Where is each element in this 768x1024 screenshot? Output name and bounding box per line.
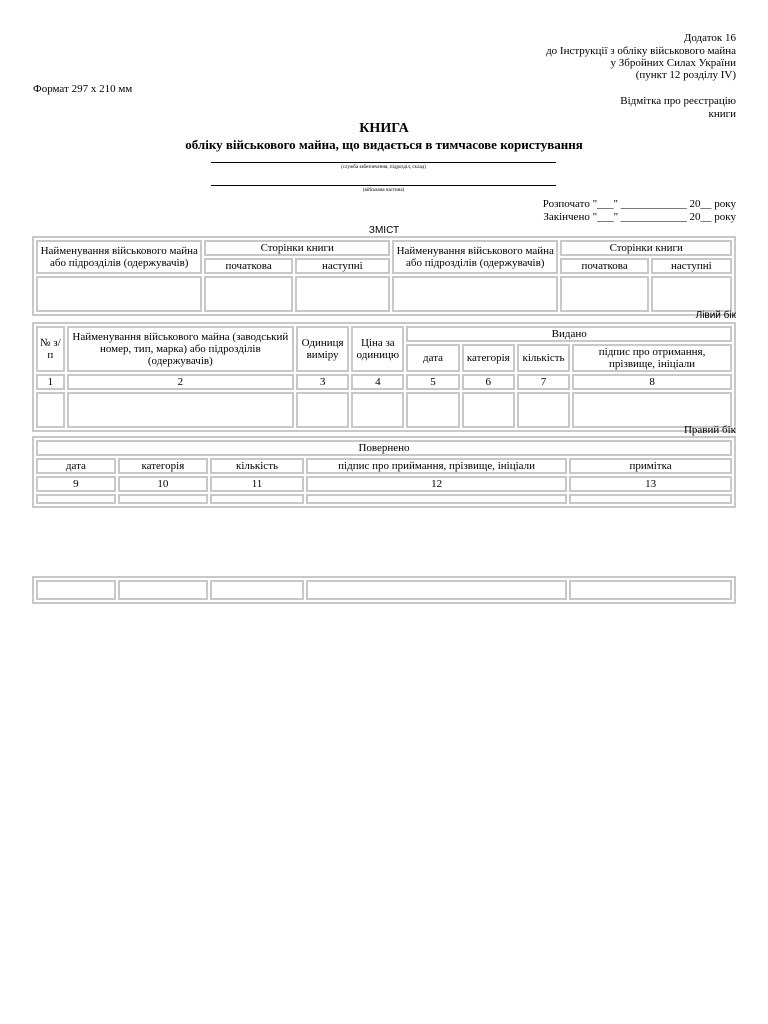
- right-cell[interactable]: [569, 580, 732, 600]
- header-clause: (пункт 12 розділу IV): [635, 69, 736, 81]
- contents-col-initial-2: початкова: [560, 258, 648, 274]
- book-subtitle: обліку військового майна, що видається в тимчасове користування: [185, 137, 583, 152]
- col-number-9: 9: [36, 476, 116, 492]
- unit-caption: (військова частина): [362, 188, 405, 193]
- finished-field: Закінчено "___" ____________ 20__ року: [543, 211, 736, 223]
- service-line: [211, 162, 556, 163]
- col-number-5: 5: [406, 374, 459, 390]
- left-cell[interactable]: [406, 392, 459, 428]
- col-number-8: 8: [572, 374, 732, 390]
- right-cell[interactable]: [118, 494, 208, 504]
- contents-cell[interactable]: [204, 276, 292, 312]
- col-number-1: 1: [36, 374, 65, 390]
- left-cell[interactable]: [462, 392, 515, 428]
- col-return-category: категорія: [118, 458, 208, 474]
- col-price: Ціна за одиницю: [351, 326, 404, 372]
- right-cell[interactable]: [569, 494, 732, 504]
- col-number-7: 7: [517, 374, 570, 390]
- col-unit: Одиниця виміру: [296, 326, 349, 372]
- right-cell[interactable]: [36, 494, 116, 504]
- contents-cell[interactable]: [392, 276, 558, 312]
- header-instruction: до Інструкції з обліку військового майна: [546, 45, 736, 57]
- col-number-3: 3: [296, 374, 349, 390]
- right-cell[interactable]: [118, 580, 208, 600]
- registration-label-2: книги: [708, 108, 736, 120]
- contents-cell[interactable]: [295, 276, 390, 312]
- right-cell[interactable]: [36, 580, 116, 600]
- left-side-table: [32, 322, 736, 432]
- col-number-2: 2: [67, 374, 294, 390]
- contents-table: [32, 236, 736, 316]
- right-cell[interactable]: [306, 494, 567, 504]
- service-caption: (служба забезпечення, підрозділ, склад): [341, 165, 426, 170]
- contents-cell[interactable]: [560, 276, 648, 312]
- contents-col-pages-2: Сторінки книги: [560, 240, 732, 256]
- registration-label: Відмітка про реєстрацію: [620, 95, 736, 107]
- left-cell[interactable]: [517, 392, 570, 428]
- col-number-10: 10: [118, 476, 208, 492]
- contents-cell[interactable]: [651, 276, 732, 312]
- left-cell[interactable]: [67, 392, 294, 428]
- right-side-table: [32, 436, 736, 508]
- right-cell[interactable]: [210, 494, 304, 504]
- col-date: дата: [406, 344, 459, 372]
- started-field: Розпочато "___" ____________ 20__ року: [542, 198, 736, 210]
- col-quantity: кількість: [517, 344, 570, 372]
- contents-col-name-2: Найменування військового майна або підрозділів (одержувачів): [392, 240, 558, 274]
- col-note: примітка: [569, 458, 732, 474]
- contents-col-pages-1: Сторінки книги: [204, 240, 390, 256]
- right-cell[interactable]: [210, 580, 304, 600]
- contents-col-next-1: наступні: [295, 258, 390, 274]
- col-number-4: 4: [351, 374, 404, 390]
- contents-heading: ЗМІСТ: [368, 225, 400, 236]
- col-number-13: 13: [569, 476, 732, 492]
- book-title: КНИГА: [359, 121, 409, 136]
- right-cell[interactable]: [306, 580, 567, 600]
- header-forces: у Збройних Силах України: [610, 57, 736, 69]
- contents-cell[interactable]: [36, 276, 202, 312]
- col-num: № з/п: [36, 326, 65, 372]
- col-issued: Видано: [406, 326, 732, 342]
- right-side-table-continuation: [32, 576, 736, 604]
- left-side-label: Лівий бік: [695, 310, 736, 321]
- format-label: Формат 297 х 210 мм: [33, 83, 133, 95]
- left-cell[interactable]: [351, 392, 404, 428]
- left-cell[interactable]: [572, 392, 732, 428]
- col-category: категорія: [462, 344, 515, 372]
- unit-line: [211, 185, 556, 186]
- left-cell[interactable]: [296, 392, 349, 428]
- header-appendix: Додаток 16: [683, 32, 736, 44]
- col-return-date: дата: [36, 458, 116, 474]
- col-name: Найменування військового майна (заводський номер, тип, марка) або підрозділів (одержувачів): [67, 326, 294, 372]
- contents-col-name-1: Найменування військового майна або підрозділів (одержувачів): [36, 240, 202, 274]
- col-returned: Повернено: [36, 440, 732, 456]
- contents-col-next-2: наступні: [651, 258, 732, 274]
- col-number-12: 12: [306, 476, 567, 492]
- col-number-6: 6: [462, 374, 515, 390]
- col-return-quantity: кількість: [210, 458, 304, 474]
- col-signature: підпис про отримання, прізвище, ініціали: [572, 344, 732, 372]
- col-return-signature: підпис про приймання, прізвище, ініціали: [306, 458, 567, 474]
- col-number-11: 11: [210, 476, 304, 492]
- left-cell[interactable]: [36, 392, 65, 428]
- right-side-label: Правий бік: [683, 424, 736, 436]
- contents-col-initial-1: початкова: [204, 258, 292, 274]
